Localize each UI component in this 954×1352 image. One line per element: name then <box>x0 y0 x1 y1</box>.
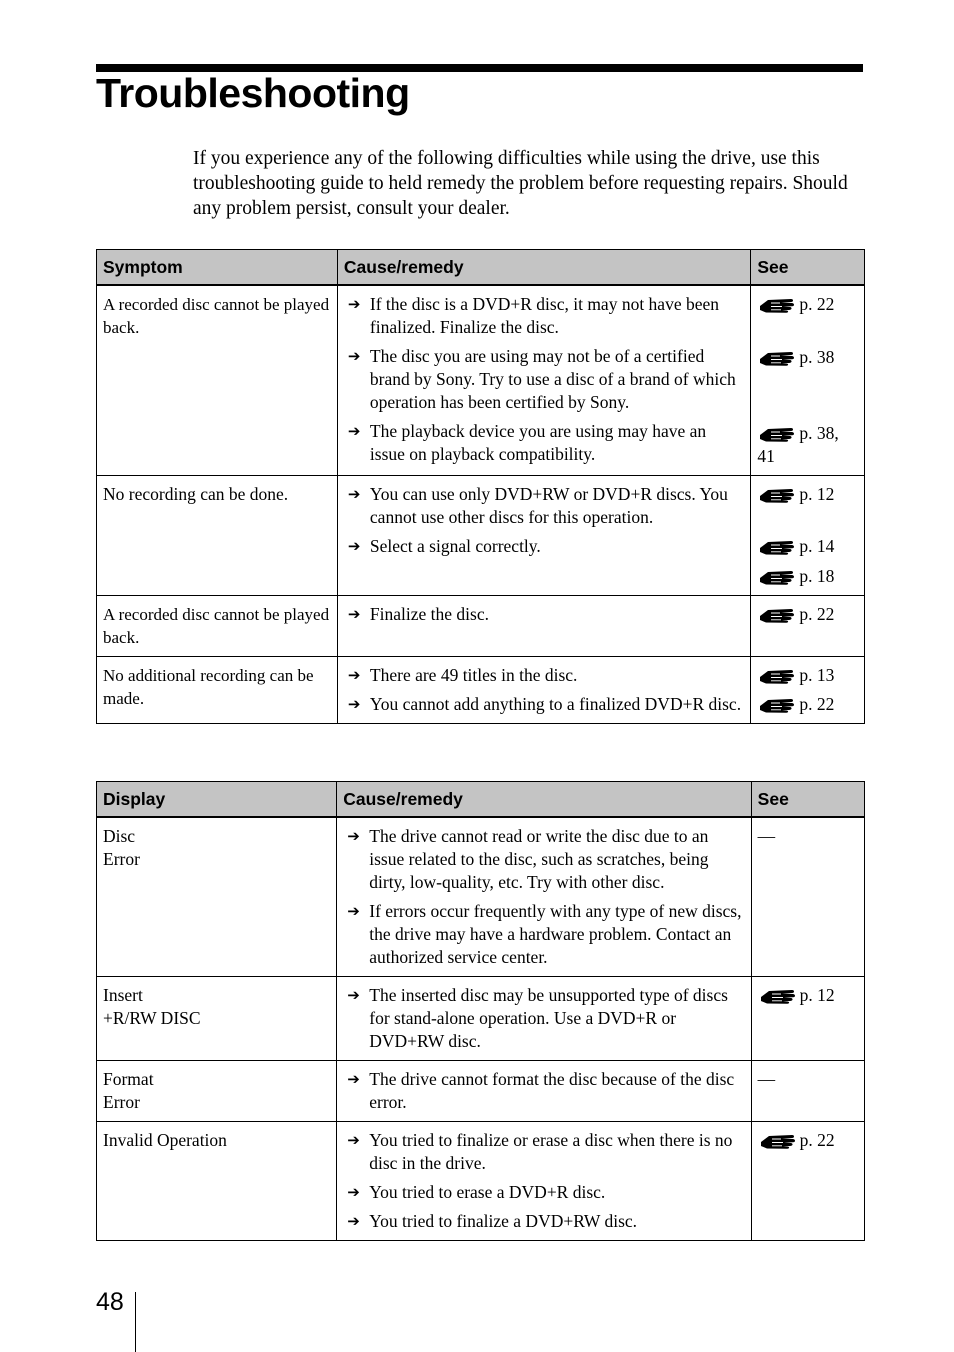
see-cell <box>751 977 864 1061</box>
remedy-cell <box>337 1122 751 1241</box>
remedy-item: ➔ The drive cannot format the disc because of the disc error. <box>347 1069 735 1112</box>
table-row <box>97 596 865 657</box>
display-cell: Invalid Operation <box>97 1122 337 1241</box>
pointing-hand-icon <box>757 697 795 713</box>
arrow-right-icon: ➔ <box>347 666 361 684</box>
remedy-item: ➔ Select a signal correctly. <box>347 536 541 556</box>
remedy-item: ➔ If the disc is a DVD+R disc, it may not have been finalized. Finalize the disc. <box>347 294 720 337</box>
see-reference: p. 14 <box>757 535 858 565</box>
pointing-hand-icon <box>757 297 795 313</box>
see-reference: p. 22 <box>757 603 858 626</box>
arrow-right-icon: ➔ <box>347 695 361 713</box>
see-reference: p. 18 <box>757 565 858 588</box>
display-cell: Insert +R/RW DISC <box>97 977 337 1061</box>
see-cell <box>751 817 864 977</box>
pointing-hand-icon <box>758 988 796 1004</box>
pointing-hand-icon <box>757 569 795 585</box>
arrow-right-icon: ➔ <box>347 1070 360 1088</box>
symptom-cell: No additional recording can be made. <box>97 657 338 724</box>
remedy-cell <box>337 1061 751 1122</box>
arrow-right-icon: ➔ <box>347 295 361 313</box>
see-reference: p. 38, <box>757 422 858 445</box>
arrow-right-icon: ➔ <box>347 537 361 555</box>
table-header-row <box>97 782 865 818</box>
display-cell: Disc Error <box>97 817 337 977</box>
header-display: Display <box>97 782 337 818</box>
arrow-right-icon: ➔ <box>347 1212 360 1230</box>
arrow-right-icon: ➔ <box>347 347 361 365</box>
see-cell <box>751 1122 864 1241</box>
pointing-hand-icon <box>757 607 795 623</box>
remedy-cell <box>337 817 751 977</box>
no-reference-dash: — <box>757 826 776 846</box>
remedy-item: ➔ The playback device you are using may have an issue on playback compatibility. <box>347 421 707 464</box>
symptom-cell: No recording can be done. <box>97 476 338 596</box>
arrow-right-icon: ➔ <box>347 1131 360 1149</box>
see-cell <box>751 476 865 596</box>
remedy-item: ➔ The disc you are using may not be of a certified brand by Sony. Try to use a disc of a brand of which operation has been certified by Sony. <box>347 346 736 412</box>
intro-paragraph: If you experience any of the following difficulties while using the drive, use this troubleshooting guide to held remedy the problem before requesting repairs. Should any problem persist, consult your dealer. <box>193 148 848 219</box>
pointing-hand-icon <box>757 487 795 503</box>
see-reference: p. 22 <box>758 1129 858 1152</box>
remedy-item: ➔ The drive cannot read or write the disc due to an issue related to the disc, such as scratches, being dirty, low-quality, etc. Try with other disc. <box>347 826 709 892</box>
remedy-item: ➔ You tried to erase a DVD+R disc. <box>347 1182 606 1202</box>
table-header-row <box>97 250 865 286</box>
see-reference: p. 12 <box>758 984 858 1007</box>
arrow-right-icon: ➔ <box>347 1183 360 1201</box>
arrow-right-icon: ➔ <box>347 485 361 503</box>
see-reference: p. 38 <box>757 346 858 422</box>
see-cell <box>751 1061 864 1122</box>
arrow-right-icon: ➔ <box>347 605 361 623</box>
page-number-rule <box>135 1292 136 1352</box>
arrow-right-icon: ➔ <box>347 986 360 1004</box>
page-number: 48 <box>96 1288 124 1316</box>
table-row <box>97 476 865 596</box>
remedy-item: ➔ You cannot add anything to a finalized DVD+R disc. <box>347 694 742 714</box>
see-cell <box>751 657 865 724</box>
table-row <box>97 977 865 1061</box>
symptom-cell: A recorded disc cannot be played back. <box>97 596 338 657</box>
see-reference: p. 12 <box>757 483 858 535</box>
header-cause-remedy: Cause/remedy <box>337 782 751 818</box>
pointing-hand-icon <box>757 668 795 684</box>
remedy-cell <box>337 285 750 476</box>
see-reference: p. 13 <box>757 664 858 693</box>
remedy-cell <box>337 596 750 657</box>
remedy-item: ➔ You can use only DVD+RW or DVD+R discs. You cannot use other discs for this operation. <box>347 484 728 527</box>
table-row <box>97 817 865 977</box>
table-row <box>97 1122 865 1241</box>
pointing-hand-icon <box>757 426 795 442</box>
see-reference-continued: 41 <box>757 446 775 466</box>
symptom-table <box>96 249 865 724</box>
table-row <box>97 285 865 476</box>
pointing-hand-icon <box>758 1133 796 1149</box>
remedy-item: ➔ You tried to finalize or erase a disc when there is no disc in the drive. <box>347 1130 733 1173</box>
arrow-right-icon: ➔ <box>347 902 360 920</box>
display-cell: Format Error <box>97 1061 337 1122</box>
table-row <box>97 657 865 724</box>
header-symptom: Symptom <box>97 250 338 286</box>
remedy-item: ➔ The inserted disc may be unsupported type of discs for stand-alone operation. Use a DVD+R or DVD+RW disc. <box>347 985 728 1051</box>
remedy-item: ➔ Finalize the disc. <box>347 604 489 624</box>
see-reference: p. 22 <box>757 693 858 716</box>
header-cause-remedy: Cause/remedy <box>337 250 750 286</box>
header-see: See <box>751 782 864 818</box>
header-see: See <box>751 250 865 286</box>
table-row <box>97 1061 865 1122</box>
arrow-right-icon: ➔ <box>347 422 361 440</box>
remedy-cell <box>337 977 751 1061</box>
see-cell <box>751 596 865 657</box>
no-reference-dash: — <box>757 1069 776 1089</box>
pointing-hand-icon <box>757 350 795 366</box>
remedy-item: ➔ There are 49 titles in the disc. <box>347 665 578 685</box>
see-reference: p. 22 <box>757 293 858 346</box>
remedy-cell <box>337 657 750 724</box>
arrow-right-icon: ➔ <box>347 827 360 845</box>
remedy-item: ➔ You tried to finalize a DVD+RW disc. <box>347 1211 638 1231</box>
symptom-cell: A recorded disc cannot be played back. <box>97 285 338 476</box>
pointing-hand-icon <box>757 539 795 555</box>
see-cell <box>751 285 865 476</box>
remedy-cell <box>337 476 750 596</box>
page-title: Troubleshooting <box>96 70 410 116</box>
display-table <box>96 781 865 1241</box>
remedy-item: ➔ If errors occur frequently with any type of new discs, the drive may have a hardware problem. Contact an authorized service center. <box>347 901 742 967</box>
